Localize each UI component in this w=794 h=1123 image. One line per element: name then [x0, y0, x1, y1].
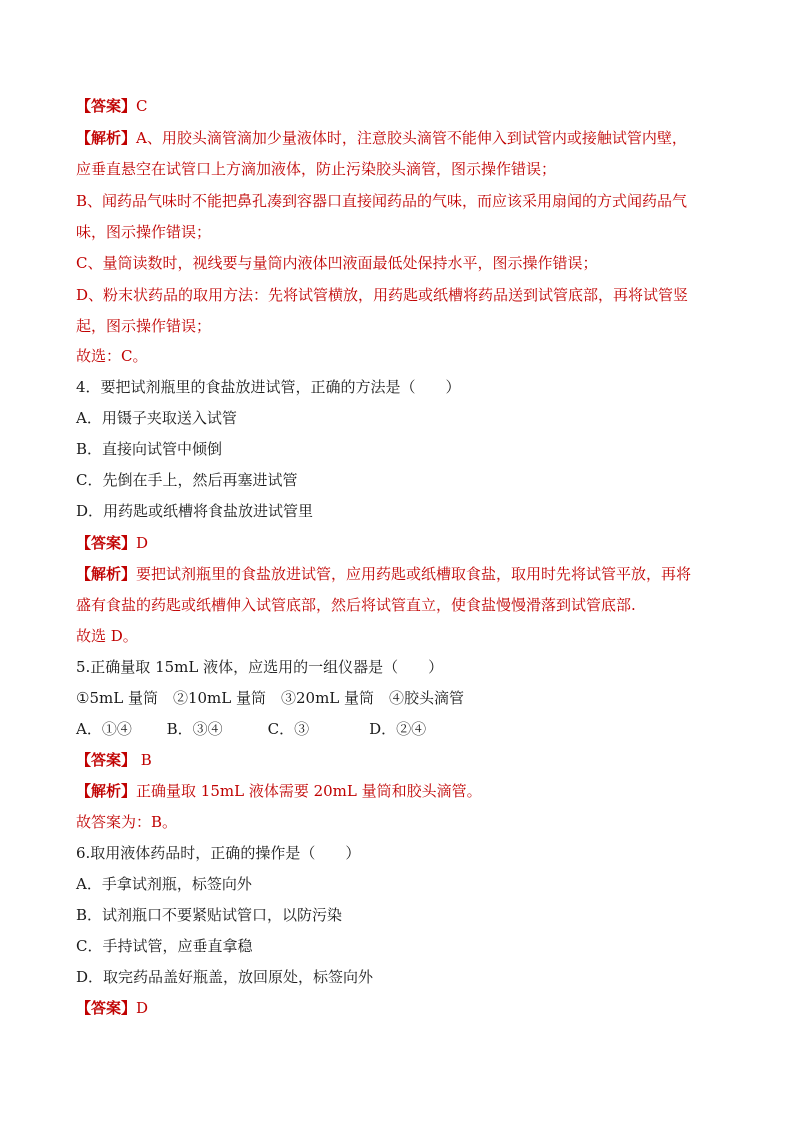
explanation-line: 故选：C。 — [76, 347, 148, 365]
question-stem: 5.正确量取 15mL 液体，应选用的一组仪器是（ ） — [76, 658, 444, 676]
explanation-line: 应垂直悬空在试管口上方滴加液体，防止污染胶头滴管，图示操作错误； — [76, 160, 557, 178]
option-d: D．用药匙或纸槽将食盐放进试管里 — [76, 502, 314, 520]
explanation-line: 故答案为：B。 — [76, 813, 178, 831]
question-stem: 4．要把试剂瓶里的食盐放进试管，正确的方法是（ ） — [76, 378, 461, 396]
option-a: A．用镊子夹取送入试管 — [76, 409, 237, 427]
explanation-line: 【解析】正确量取 15mL 液体需要 20mL 量筒和胶头滴管。 — [76, 782, 482, 800]
explanation-line: 【解析】要把试剂瓶里的食盐放进试管，应用药匙或纸槽取食盐，取用时先将试管平放，再将 — [76, 565, 692, 583]
question-stem: 6.取用液体药品时，正确的操作是（ ） — [76, 844, 361, 862]
explanation-line: 起，图示操作错误； — [76, 317, 212, 335]
option-c: C．先倒在手上，然后再塞进试管 — [76, 471, 298, 489]
explanation-line: D、粉末状药品的取用方法：先将试管横放，用药匙或纸槽将药品送到试管底部，再将试管竖 — [76, 286, 689, 304]
explanation-line: 味，图示操作错误； — [76, 223, 212, 241]
option-list: ①5mL 量筒 ②10mL 量筒 ③20mL 量筒 ④胶头滴管 — [76, 689, 465, 707]
option-b: B．直接向试管中倾倒 — [76, 440, 223, 458]
option-d: D．取完药品盖好瓶盖，放回原处，标签向外 — [76, 968, 374, 986]
answer-line: 【答案】C — [76, 97, 148, 115]
option-b: B．试剂瓶口不要紧贴试管口，以防污染 — [76, 906, 343, 924]
answer-line: 【答案】D — [76, 534, 149, 552]
option-a: A．手拿试剂瓶，标签向外 — [76, 875, 252, 893]
explanation-line: 【解析】A、用胶头滴管滴加少量液体时，注意胶头滴管不能伸入到试管内或接触试管内壁， — [76, 129, 687, 147]
answer-line: 【答案】 B — [76, 751, 152, 769]
explanation-line: 盛有食盐的药匙或纸槽伸入试管底部，然后将试管直立，使食盐慢慢滑落到试管底部. — [76, 596, 636, 614]
explanation-line: C、量筒读数时，视线要与量筒内液体凹液面最低处保持水平，图示操作错误； — [76, 254, 598, 272]
explanation-line: B、闻药品气味时不能把鼻孔凑到容器口直接闻药品的气味，而应该采用扇闻的方式闻药品气 — [76, 192, 688, 210]
answer-line: 【答案】D — [76, 999, 149, 1017]
option-c: C．手持试管，应垂直拿稳 — [76, 937, 253, 955]
explanation-line: 故选 D。 — [76, 627, 138, 645]
option-choices: A．①④ B．③④ C．③ D．②④ — [76, 720, 427, 738]
